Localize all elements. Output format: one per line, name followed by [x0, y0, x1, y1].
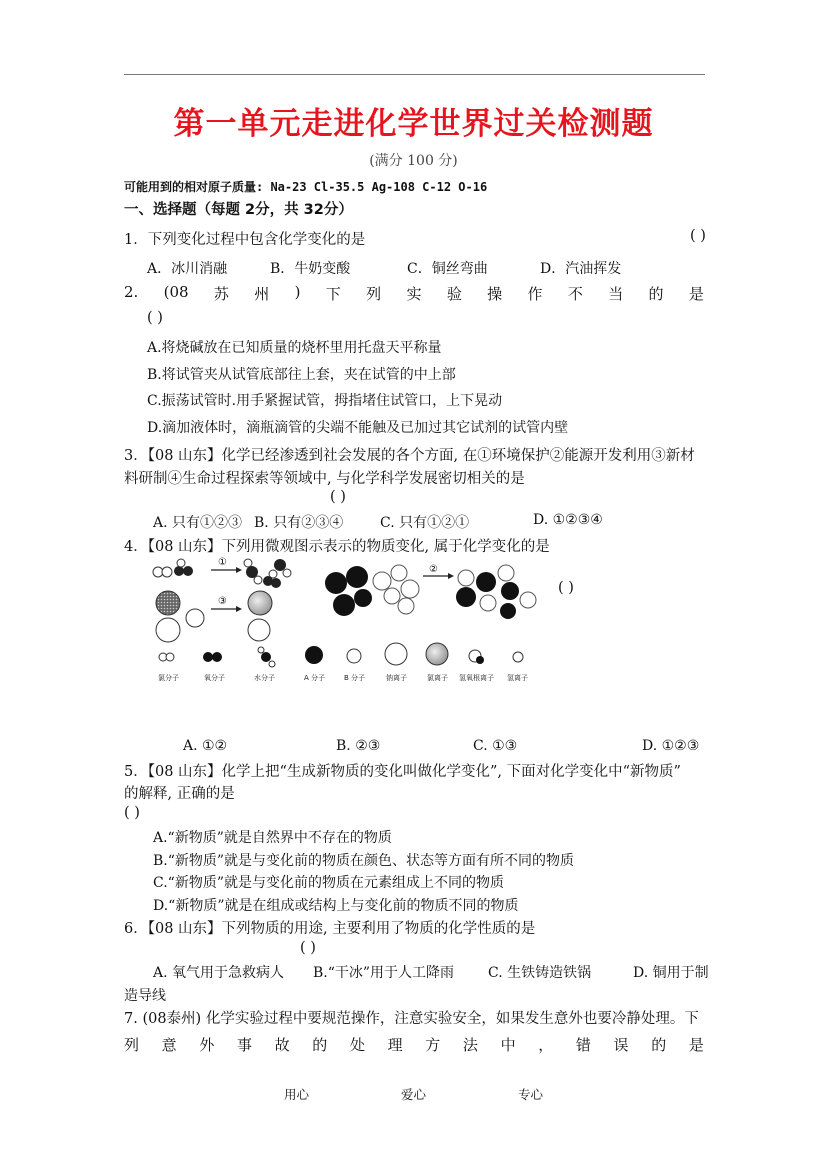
legend-labels [158, 673, 528, 682]
q5-stem-line2: 的解释, 正确的是 [124, 786, 235, 802]
q7-word: 的 [312, 1036, 328, 1054]
q4-option-a: A. ①② [183, 738, 228, 754]
q4-molecule-figure [148, 553, 548, 683]
q7-word: 处 [349, 1036, 365, 1054]
reaction-1 [153, 557, 291, 588]
q2-option-b: B.将试管夹从试管底部往上套，夹在试管的中上部 [147, 367, 456, 383]
reaction-3 [156, 591, 272, 642]
q3-stem-line2: 料研制④生命过程探索等领域中, 与化学科学发展密切相关的是 [124, 471, 525, 487]
reaction-2 [325, 564, 536, 619]
q5-stem-line1: 5．【08 山东】化学上把“生成新物质的变化叫做化学变化”, 下面对化学变化中“新物质” [124, 764, 681, 780]
legend-label: A 分子 [304, 674, 326, 682]
q4-option-d: D. ①②③ [642, 738, 700, 754]
q4-stem: 4．【08 山东】下列用微观图示表示的物质变化, 属于化学变化的是 [124, 539, 550, 555]
q7-word: 故 [274, 1036, 290, 1054]
q1-option-a: A．冰川消融 [147, 261, 228, 277]
q2-word: (08 [163, 283, 189, 301]
q2-blank: ( ) [147, 310, 163, 326]
q4-option-c: C. ①③ [473, 738, 518, 754]
q3-stem-line1: 3．【08 山东】化学已经渗透到社会发展的各个方面, 在①环境保护②能源开发利用③新材 [124, 448, 695, 464]
q5-option-a: A.“新物质”就是自然界中不存在的物质 [153, 830, 392, 846]
q4-blank: ( ) [558, 580, 574, 596]
q7-word: 事 [236, 1036, 252, 1054]
q7-word: 误 [613, 1036, 629, 1054]
q5-option-b: B.“新物质”就是与变化前的物质在颜色、状态等方面有所不同的物质 [153, 853, 575, 869]
q1-option-d: D．汽油挥发 [540, 261, 622, 277]
q5-option-c: C.“新物质”就是与变化前的物质在元素组成上不同的物质 [153, 875, 504, 891]
q2-option-c: C.振荡试管时.用手紧握试管，拇指堵住试管口，上下晃动 [147, 393, 503, 409]
q5-blank: ( ) [124, 805, 140, 821]
q7-word: 意 [161, 1036, 177, 1054]
q2-word: 2. [124, 283, 139, 301]
page-title: 第一单元走进化学世界过关检测题 [173, 106, 654, 142]
q6-option-c: C. 生铁铸造铁锅 [488, 965, 592, 981]
q2-word: 实 [406, 285, 422, 303]
q7-word: 列 [124, 1036, 140, 1054]
q5-option-d: D.“新物质”就是在组成或结构上与变化前的物质不同的物质 [153, 898, 519, 914]
q7-word: 错 [575, 1036, 591, 1054]
page-footer [0, 1085, 827, 1103]
q6-option-a: A. 氧气用于急救病人 [153, 965, 285, 981]
q2-word: 作 [527, 285, 543, 303]
footer-word: 用心 [283, 1087, 309, 1102]
legend-label: B 分子 [344, 674, 366, 682]
atomic-mass-note: 可能用到的相对原子质量: Na-23 Cl-35.5 Ag-108 C-12 O-16 [124, 180, 488, 194]
q6-stem: 6．【08 山东】下列物质的用途, 主要利用了物质的化学性质的是 [124, 921, 536, 937]
q1-option-c: C．铜丝弯曲 [407, 261, 488, 277]
q6-option-d: D. 铜用于制 [633, 965, 709, 981]
footer-word: 爱心 [400, 1087, 426, 1102]
q4-option-b: B. ②③ [336, 738, 381, 754]
legend-label: 钠离子 [386, 674, 407, 682]
legend-label: 氯分子 [158, 674, 179, 682]
q7-word: 法 [462, 1036, 478, 1054]
q3-option-c: C. 只有①②① [380, 515, 470, 531]
q3-option-b: B. 只有②③④ [254, 515, 344, 531]
legend-row [159, 643, 523, 667]
q7-word: 理 [387, 1036, 403, 1054]
q2-word: 下 [325, 285, 341, 303]
section-heading: 一、选择题（每题 2分，共 32分） [124, 202, 353, 218]
footer-word: 专心 [517, 1087, 543, 1102]
legend-label: 氧分子 [204, 674, 225, 682]
q3-blank: ( ) [330, 489, 346, 505]
q7-word: 外 [199, 1036, 215, 1054]
q2-word: 不 [567, 285, 583, 303]
q2-word: 苏 [213, 285, 229, 303]
q2-word: 的 [648, 285, 664, 303]
q2-option-a: A.将烧碱放在已知质量的烧杯里用托盘天平称量 [147, 340, 442, 356]
q1-option-b: B．牛奶变酸 [270, 261, 351, 277]
legend-label: 水分子 [254, 674, 275, 682]
q2-word: 验 [446, 285, 462, 303]
q3-option-d: D. ①②③④ [533, 512, 603, 528]
q1-blank: ( ) [690, 228, 706, 244]
q2-word: ) [294, 283, 301, 301]
q7-stem-line2 [124, 1034, 704, 1055]
q2-word: 州 [254, 285, 270, 303]
legend-label: 氢离子 [507, 674, 528, 682]
q2-word: 当 [608, 285, 624, 303]
q7-word: 方 [425, 1036, 441, 1054]
q3-option-a: A. 只有①②③ [153, 515, 243, 531]
q7-word: 是 [688, 1036, 704, 1054]
q7-word: ， [538, 1036, 554, 1054]
q2-word: 操 [487, 285, 503, 303]
q7-stem-line1: 7. (08泰州) 化学实验过程中要规范操作，注意实验安全，如果发生意外也要冷静处理。下 [124, 1011, 699, 1027]
page-subtitle: (满分 100 分) [369, 153, 458, 169]
legend-label: 氢氧根离子 [459, 674, 494, 682]
mark-1: ① [218, 557, 227, 568]
q6-option-d-continued: 造导线 [124, 988, 166, 1004]
q1-stem: 1．下列变化过程中包含化学变化的是 [124, 232, 366, 248]
mark-3: ③ [218, 596, 227, 607]
q2-word: 列 [366, 285, 382, 303]
q7-word: 中 [500, 1036, 516, 1054]
q2-stem [124, 283, 704, 304]
header-rule [124, 74, 705, 75]
mark-2: ② [429, 564, 438, 575]
q6-option-b: B.“干冰”用于人工降雨 [313, 965, 455, 981]
q2-word: 是 [688, 285, 704, 303]
legend-label: 氯离子 [427, 674, 448, 682]
q2-option-d: D.滴加液体时，滴瓶滴管的尖端不能触及已加过其它试剂的试管内壁 [147, 420, 569, 436]
q7-word: 的 [651, 1036, 667, 1054]
q6-blank: ( ) [300, 940, 316, 956]
